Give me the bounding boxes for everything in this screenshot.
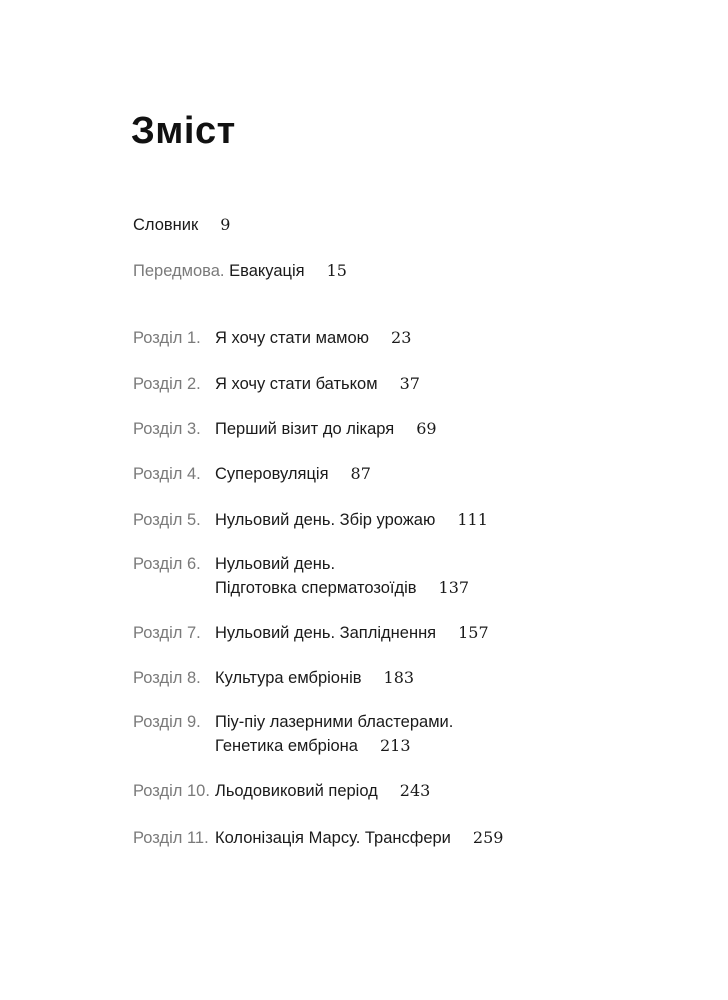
chapter-title-line-1: Нульовий день. <box>215 555 336 573</box>
toc-page-number: 37 <box>399 374 420 393</box>
toc-page-number: 259 <box>472 828 504 847</box>
chapter-body <box>215 372 420 396</box>
toc-page-number: 15 <box>326 261 347 280</box>
toc-page-number: 183 <box>383 668 415 687</box>
chapter-body <box>215 666 414 690</box>
toc-entry-title: Евакуація <box>229 262 305 280</box>
chapter-body <box>215 710 453 758</box>
chapter-title: Нульовий день. Збір урожаю <box>215 511 436 529</box>
toc-entry-label: Передмова. <box>133 262 225 280</box>
toc-entry-title: Словник <box>133 216 199 234</box>
chapter-body <box>215 552 469 600</box>
toc-page-number: 23 <box>391 328 412 347</box>
chapter-title: Перший візит до лікаря <box>215 420 395 438</box>
chapter-label: Розділ 4. <box>133 465 201 483</box>
chapter-title-line-1: Піу-піу лазерними бластерами. <box>215 713 454 731</box>
toc-entry-glossary[interactable] <box>133 213 230 237</box>
chapter-label: Розділ 5. <box>133 511 201 529</box>
chapter-title: Суперовуляція <box>215 465 329 483</box>
chapter-title-line-2: Підготовка сперматозоїдів <box>215 579 417 597</box>
chapter-label: Розділ 3. <box>133 420 201 438</box>
chapter-body <box>215 779 430 803</box>
toc-entry-preface[interactable] <box>133 259 347 283</box>
chapter-title: Льодовиковий період <box>215 782 378 800</box>
page-title: Зміст <box>131 110 236 152</box>
chapter-title: Нульовий день. Запліднення <box>215 624 437 642</box>
chapter-label: Розділ 10. <box>133 782 210 800</box>
chapter-title: Колонізація Марсу. Трансфери <box>215 829 451 847</box>
toc-page-number: 111 <box>457 510 488 529</box>
chapter-title-line-2: Генетика ембріона <box>215 737 358 755</box>
chapter-body <box>215 326 411 350</box>
chapter-body <box>215 508 488 532</box>
chapter-title: Культура ембріонів <box>215 669 362 687</box>
toc-page-number: 137 <box>438 578 470 597</box>
toc-page-number: 9 <box>220 215 231 234</box>
chapter-label: Розділ 7. <box>133 624 201 642</box>
chapter-label: Розділ 1. <box>133 329 201 347</box>
toc-page-number: 157 <box>458 623 489 642</box>
toc-page-number: 87 <box>350 464 371 483</box>
chapter-body <box>215 417 437 441</box>
chapter-label: Розділ 9. <box>133 713 201 731</box>
chapter-body <box>215 826 503 850</box>
toc-page-number: 243 <box>399 781 431 800</box>
chapter-label: Розділ 8. <box>133 669 201 687</box>
toc-page-number: 213 <box>379 736 411 755</box>
toc-page-number: 69 <box>416 419 437 438</box>
chapter-title: Я хочу стати батьком <box>215 375 378 393</box>
chapter-title: Я хочу стати мамою <box>215 329 370 347</box>
chapter-label: Розділ 6. <box>133 555 201 573</box>
chapter-label: Розділ 2. <box>133 375 201 393</box>
chapter-label: Розділ 11. <box>133 829 209 847</box>
chapter-body <box>215 462 371 486</box>
chapter-body <box>215 621 489 645</box>
